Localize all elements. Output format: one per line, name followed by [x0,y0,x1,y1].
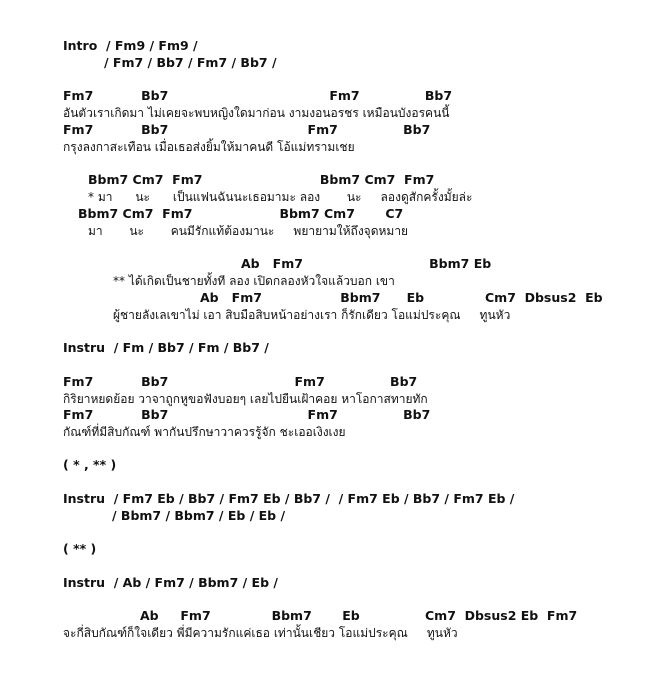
instru-line-1: Instru / Fm / Bb7 / Fm / Bb7 / [63,340,269,355]
chorus2-lyrics-1: ** ได้เกิดเป็นชายทั้งที ลอง เปิดกลองหัวใจแล้วบอก เขา [113,274,395,288]
verse1-lyrics-1: อันตัวเราเกิดมา ไม่เคยจะพบหญิงใดมาก่อน งามงอนอรชร เหมือนบังอรคนนี้ [63,106,450,120]
chorus2-lyrics-2: ผู้ชายลังเลเขาไม่ เอา สิบมือสิบหน้าอย่างเรา ก็รักเดียว โอแม่ประคุณ ทูนหัว [113,308,511,322]
intro-line: Intro / Fm9 / Fm9 / [63,38,198,53]
chorus2-chords-1: Ab Fm7 Bbm7 Eb [241,256,492,271]
verse2-chords-1: Fm7 Bb7 Fm7 Bb7 [63,374,418,389]
instru-line-2: Instru / Fm7 Eb / Bb7 / Fm7 Eb / Bb7 / / Fm7 Eb / Bb7 / Fm7 Eb / [63,491,515,506]
chorus1-chords-1: Bbm7 Cm7 Fm7 Bbm7 Cm7 Fm7 [88,172,435,187]
outro-lyrics: จะกี่สิบกัณฑ์ก็ใจเดียว พี่มีความรักแค่เธอ เท่านั้นเชียว โอแม่ประคุณ ทูนหัว [63,626,458,640]
chorus1-lyrics-2: มา นะ คนมีรักแท้ต้องมานะ พยายามให้ถึงจุดหมาย [88,224,409,238]
chorus1-chords-2: Bbm7 Cm7 Fm7 Bbm7 Cm7 C7 [78,206,404,221]
verse1-lyrics-2: กรุงลงกาสะเทือน เมื่อเธอส่งยิ้มให้มาคนดี โอ้แม่ทรามเชย [63,140,355,154]
verse1-chords-2: Fm7 Bb7 Fm7 Bb7 [63,122,431,137]
outro-chords: Ab Fm7 Bbm7 Eb Cm7 Dbsus2 Eb Fm7 [140,608,578,623]
chorus2-chords-2: Ab Fm7 Bbm7 Eb Cm7 Dbsus2 Eb [200,290,603,305]
intro-line-cont: / Fm7 / Bb7 / Fm7 / Bb7 / [104,55,277,70]
chorus1-lyrics-1: * มา นะ เป็นแฟนฉันนะเธอมามะ ลอง นะ ลองดูสักครั้งมั้ยล่ะ [88,190,473,204]
instru-line-3: Instru / Ab / Fm7 / Bbm7 / Eb / [63,575,278,590]
verse2-lyrics-2: กัณฑ์ที่มีสิบกัณฑ์ พากันปรึกษาวาควรรู้จัก ชะเออเงิงเงย [63,425,346,439]
verse2-lyrics-1: กิริยาหยดย้อย วาจาถูกหูขอฟังบอยๆ เลยไปยืนเฝ้าคอย หาโอกาสทายทัก [63,392,428,406]
repeat-marker-1: ( * , ** ) [63,457,117,472]
verse1-chords-1: Fm7 Bb7 Fm7 Bb7 [63,88,453,103]
verse2-chords-2: Fm7 Bb7 Fm7 Bb7 [63,407,431,422]
repeat-marker-2: ( ** ) [63,541,97,556]
instru-line-2-cont: / Bbm7 / Bbm7 / Eb / Eb / [112,508,286,523]
